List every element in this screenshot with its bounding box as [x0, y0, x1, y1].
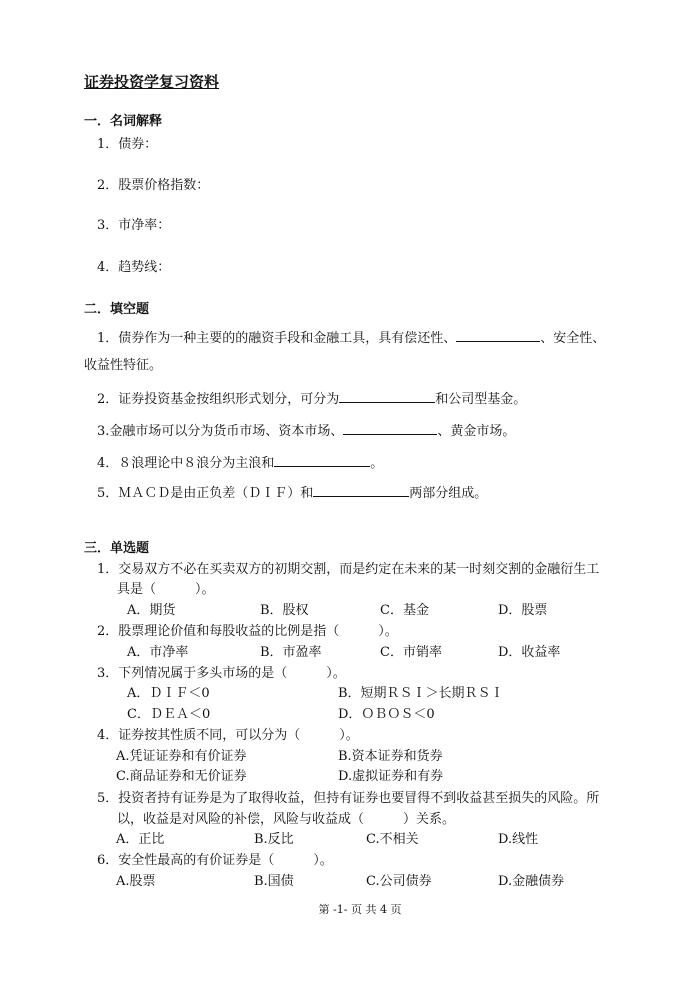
question-text: 4．８浪理论中８浪分为主浪和: [97, 456, 275, 471]
fill-question: [97, 484, 487, 502]
answer-blank: [274, 454, 370, 467]
option: B．市盈率: [260, 645, 322, 660]
answer-blank: [343, 422, 437, 435]
page-footer: 第 -1- 页 共 4 页: [318, 903, 402, 916]
answer-blank: [456, 329, 540, 342]
option: C．市销率: [380, 645, 442, 660]
option: D.金融债券: [498, 874, 565, 889]
option: C.不相关: [366, 832, 419, 847]
fill-question: [97, 390, 526, 408]
option: D.线性: [498, 832, 539, 847]
question-text: 、安全性、: [540, 331, 606, 346]
question-text: 4．证券按其性质不同，可以分为（ ）。: [97, 728, 359, 743]
answer-blank: [313, 484, 409, 497]
section-heading: 三．单选题: [84, 541, 150, 556]
section-heading: 一．名词解释: [84, 114, 163, 129]
option: B．短期ＲＳＩ＞长期ＲＳＩ: [338, 686, 504, 701]
term-item: 3．市净率：: [97, 218, 171, 233]
term-item: 1．债券：: [97, 137, 158, 152]
option: D．ＯＢＯＳ＜0: [338, 707, 435, 722]
option: D．股票: [498, 603, 548, 618]
question-text: 2．证券投资基金按组织形式划分，可分为: [97, 392, 340, 407]
option: B．股权: [260, 603, 309, 618]
question-text: 。: [370, 456, 384, 471]
question-text: 以，收益是对风险的补偿，风险与收益成（ ）关系。: [117, 812, 456, 827]
option: C.公司债券: [366, 874, 432, 889]
answer-blank: [339, 390, 435, 403]
question-text: 和公司型基金。: [435, 392, 527, 407]
fill-question: [97, 422, 515, 440]
option: A．正比: [116, 832, 165, 847]
question-text: 2．股票理论价值和每股收益的比例是指（ ）。: [97, 624, 398, 639]
question-text: 1．交易双方不必在买卖双方的初期交割，而是约定在未来的某一时刻交割的金融衍生工: [97, 562, 600, 577]
term-item: 4．趋势线：: [97, 260, 171, 275]
option: B.资本证券和货券: [338, 749, 443, 764]
question-text: 收益性特征。: [84, 358, 163, 373]
option: C.商品证券和无价证券: [116, 769, 247, 784]
question-text: 具是（ ）。: [117, 582, 215, 597]
option: A.凭证证券和有价证券: [116, 749, 247, 764]
option: B.反比: [254, 832, 294, 847]
question-text: 3．下列情况属于多头市场的是（ ）。: [97, 666, 346, 681]
question-text: 3.金融市场可以分为货币市场、资本市场、: [97, 424, 344, 439]
term-item: 2．股票价格指数：: [97, 178, 210, 193]
question-text: 、黄金市场。: [437, 424, 516, 439]
option: A．ＤＩＦ＜0: [127, 686, 210, 701]
option: A．市净率: [127, 645, 189, 660]
fill-question: [97, 329, 605, 347]
question-text: 5．ＭＡＣＤ是由正负差（ＤＩＦ）和: [97, 486, 314, 501]
option: D．收益率: [498, 645, 561, 660]
document-title: 证券投资学复习资料: [84, 73, 220, 91]
question-text: 两部分组成。: [409, 486, 488, 501]
option: B.国债: [254, 874, 294, 889]
section-heading: 二．填空题: [84, 302, 150, 317]
option: A.股票: [116, 874, 156, 889]
fill-question: [97, 454, 383, 472]
option: C．ＤＥＡ＜0: [127, 707, 211, 722]
option: A．期货: [127, 603, 176, 618]
question-text: 5．投资者持有证券是为了取得收益，但持有证券也要冒得不到收益甚至损失的风险。所: [97, 791, 600, 806]
option: C．基金: [380, 603, 429, 618]
option: D.虚拟证券和有券: [338, 769, 444, 784]
question-text: 1．债券作为一种主要的的融资手段和金融工具，具有偿还性、: [97, 331, 457, 346]
question-text: 6．安全性最高的有价证券是（ ）。: [97, 853, 333, 868]
